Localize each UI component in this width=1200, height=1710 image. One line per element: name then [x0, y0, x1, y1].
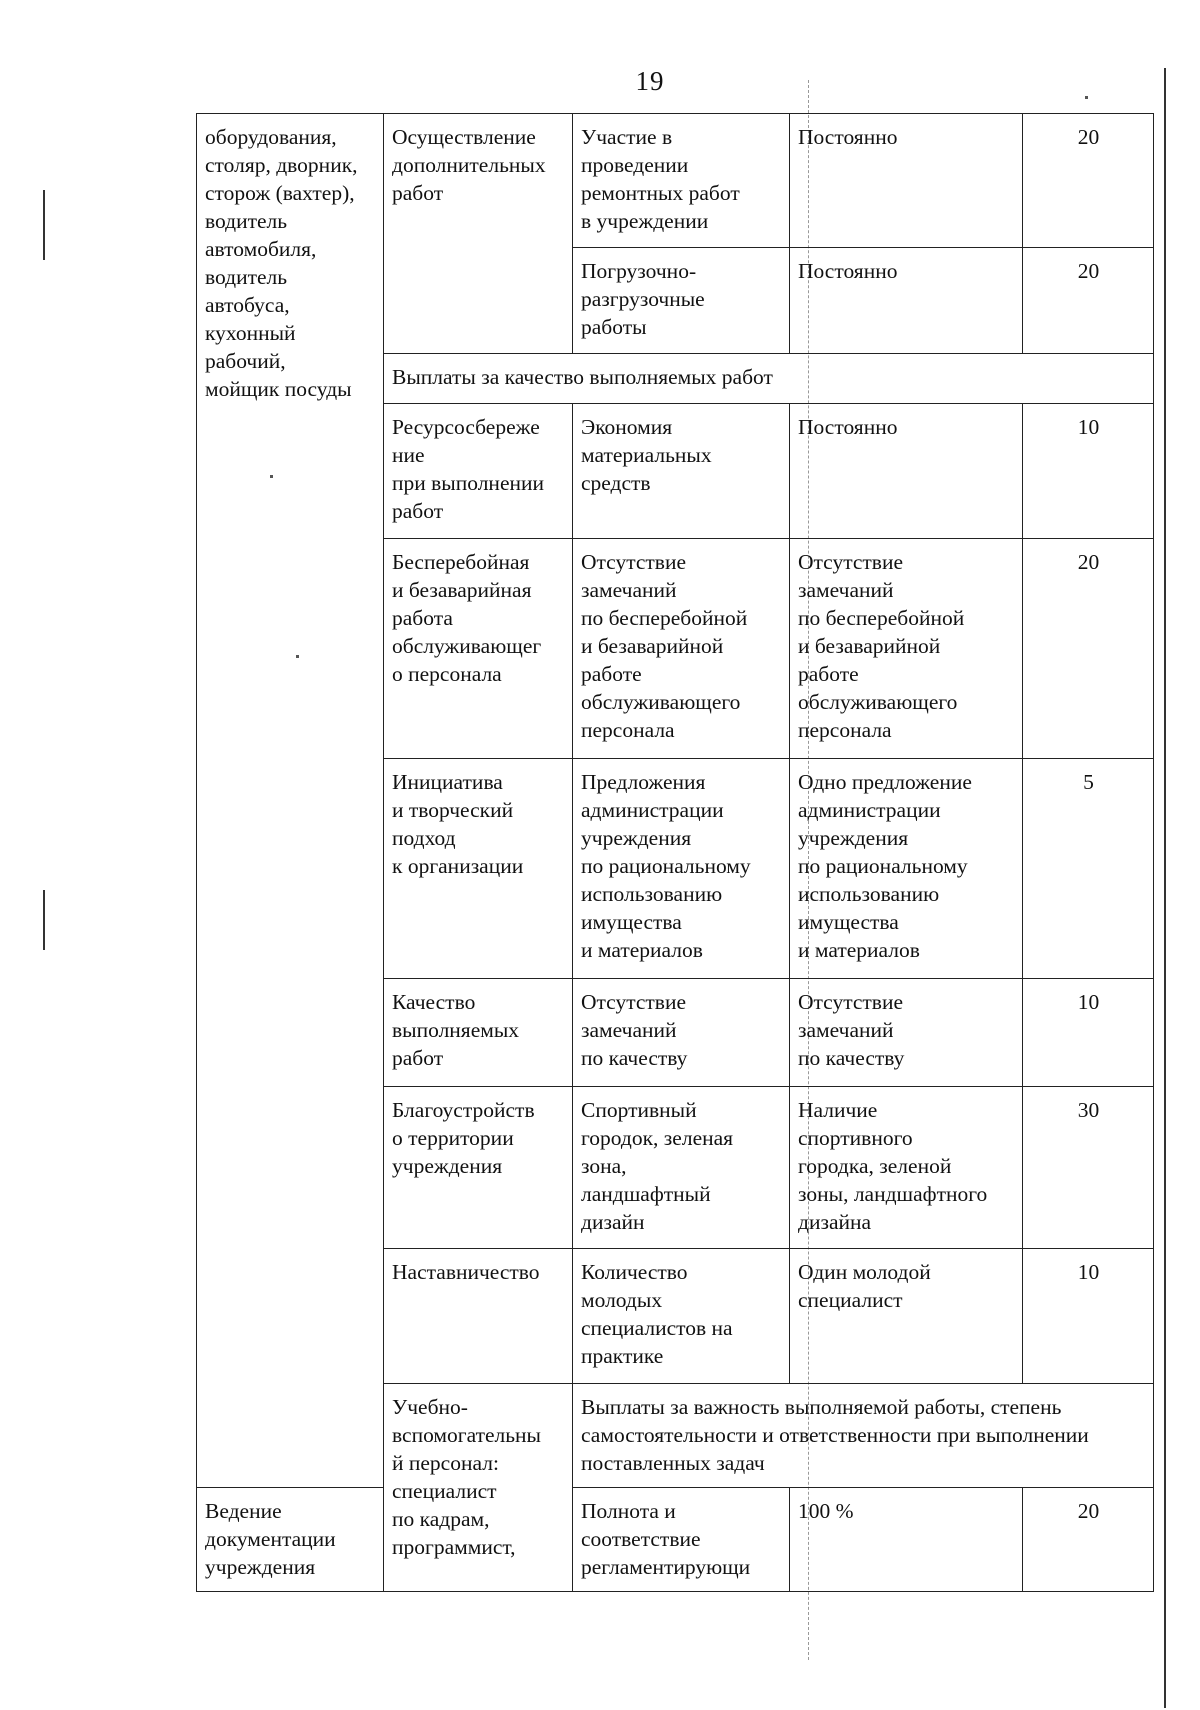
criterion-cell [384, 114, 573, 354]
condition-cell [790, 1087, 1023, 1249]
points-cell [1023, 979, 1154, 1087]
indicator-text: Участие в проведении ремонтных работ в учреждении [581, 125, 740, 233]
criterion-cell [384, 404, 573, 539]
indicator-text: Отсутствие замечаний по бесперебойной и безаварийной работе обслуживающего персонала [581, 550, 748, 742]
points-value: 20 [1077, 125, 1100, 149]
indicator-cell [573, 979, 790, 1087]
points-value: 10 [1077, 1260, 1100, 1284]
indicator-cell [573, 404, 790, 539]
indicator-cell [573, 248, 790, 354]
indicator-cell [573, 1488, 790, 1592]
points-cell [1023, 1087, 1154, 1249]
criterion-name: Ресурсосбереже ние при выполнении работ [392, 415, 545, 523]
condition-cell [790, 114, 1023, 248]
indicator-text: Погрузочно- разгрузочные работы [581, 259, 705, 339]
indicator-cell [573, 1249, 790, 1384]
indicator-text: Предложения администрации учреждения по рациональному использованию имущества и материалов [581, 770, 751, 962]
table-row [197, 1488, 1154, 1592]
indicator-cell [573, 1087, 790, 1249]
section-header: Выплаты за важность выполняемой работы, степень самостоятельности и ответственности при выполнении поставленных задач [581, 1395, 1089, 1475]
points-cell [1023, 1488, 1154, 1592]
indicator-text: Количество молодых специалистов на практике [581, 1260, 733, 1368]
employee-category: Учебно- вспомогательны й персонал: специалист по кадрам, программист, [392, 1395, 541, 1559]
employee-category: оборудования, столяр, дворник, сторож (вахтер), водитель автомобиля, водитель автобуса, кухонный рабочий, мойщик посуды [205, 125, 358, 401]
criterion-name: Осуществление дополнительных работ [392, 125, 546, 205]
employee-category-cell [197, 114, 384, 1488]
condition-cell [790, 248, 1023, 354]
indicator-text: Отсутствие замечаний по качеству [581, 990, 688, 1070]
employee-category-cell [384, 1384, 573, 1592]
criterion-cell [384, 1249, 573, 1384]
condition-cell [790, 759, 1023, 979]
points-value: 20 [1077, 259, 1100, 283]
criterion-cell [384, 979, 573, 1087]
table-row [197, 114, 1154, 248]
section-header-cell [573, 1384, 1154, 1488]
points-cell [1023, 248, 1154, 354]
scan-right-border-line [1164, 68, 1166, 1708]
section-header-cell [384, 354, 1154, 404]
points-value: 10 [1077, 415, 1100, 439]
condition-cell [790, 1249, 1023, 1384]
condition-cell [790, 404, 1023, 539]
condition-text: 100 % [798, 1499, 854, 1523]
section-header: Выплаты за качество выполняемых работ [392, 365, 773, 389]
criterion-name: Ведение документации учреждения [205, 1499, 336, 1579]
condition-text: Отсутствие замечаний по бесперебойной и безаварийной работе обслуживающего персонала [798, 550, 965, 742]
indicator-cell [573, 759, 790, 979]
condition-text: Постоянно [798, 125, 898, 149]
criterion-cell [384, 539, 573, 759]
points-value: 20 [1077, 550, 1100, 574]
indicator-cell [573, 114, 790, 248]
condition-cell [790, 539, 1023, 759]
condition-cell [790, 979, 1023, 1087]
points-cell [1023, 759, 1154, 979]
page-number: 19 [635, 66, 665, 96]
points-value: 30 [1077, 1098, 1100, 1122]
points-value: 5 [1083, 770, 1094, 794]
points-value: 10 [1077, 990, 1100, 1014]
indicator-text: Полнота и соответствие регламентирующи [581, 1499, 751, 1579]
points-cell [1023, 539, 1154, 759]
points-cell [1023, 114, 1154, 248]
criterion-name: Инициатива и творческий подход к организации [392, 770, 524, 878]
scan-left-margin-mark [43, 890, 45, 950]
criterion-name: Качество выполняемых работ [392, 990, 520, 1070]
criterion-cell [384, 1087, 573, 1249]
condition-text: Наличие спортивного городка, зеленой зоны, ландшафтного дизайна [798, 1098, 988, 1234]
condition-text: Отсутствие замечаний по качеству [798, 990, 905, 1070]
criterion-name: Наставничество [392, 1260, 540, 1284]
condition-text: Постоянно [798, 259, 898, 283]
payments-criteria-table [196, 113, 1154, 1592]
criterion-name: Бесперебойная и безаварийная работа обслуживающег о персонала [392, 550, 542, 686]
criterion-name: Благоустройств о территории учреждения [392, 1098, 535, 1178]
condition-text: Одно предложение администрации учреждения по рациональному использованию имущества и материалов [798, 770, 972, 962]
condition-text: Один молодой специалист [798, 1260, 931, 1312]
condition-text: Постоянно [798, 415, 898, 439]
indicator-text: Спортивный городок, зеленая зона, ландшафтный дизайн [581, 1098, 734, 1234]
points-cell [1023, 1249, 1154, 1384]
indicator-text: Экономия материальных средств [581, 415, 712, 495]
scan-left-margin-mark [43, 190, 45, 260]
points-value: 20 [1077, 1499, 1100, 1523]
points-cell [1023, 404, 1154, 539]
indicator-cell [573, 539, 790, 759]
criterion-cell [197, 1488, 384, 1592]
criterion-cell [384, 759, 573, 979]
condition-cell [790, 1488, 1023, 1592]
